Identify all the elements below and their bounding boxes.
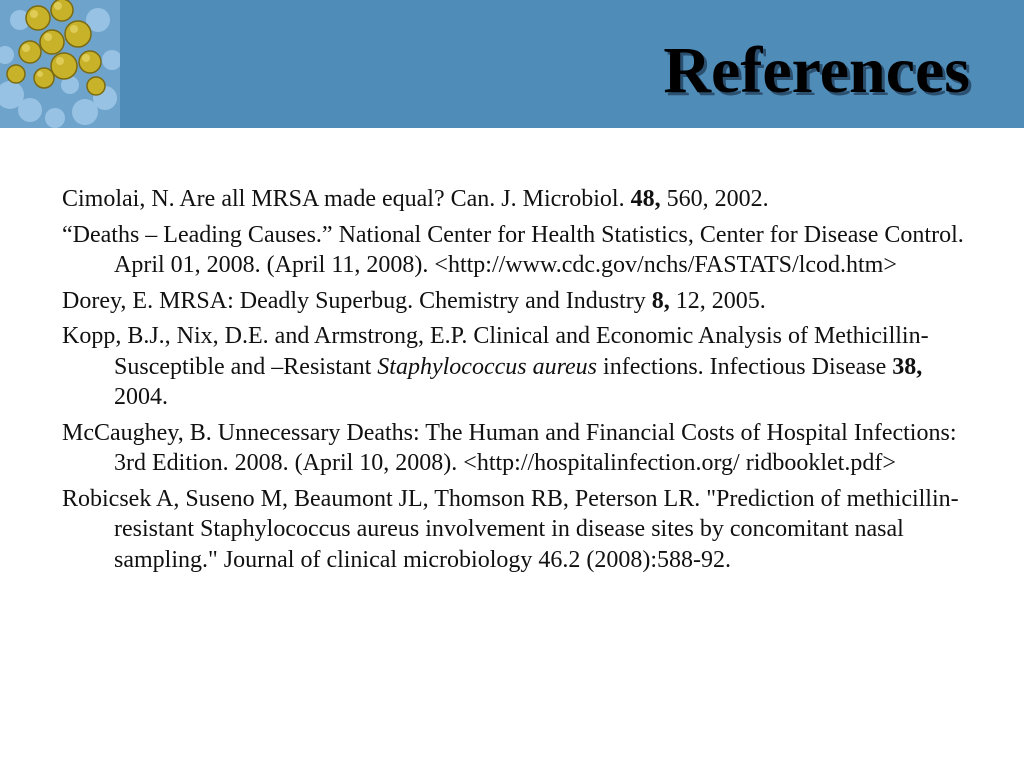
- header-bar: [0, 0, 1024, 128]
- bacteria-micrograph-image: [0, 0, 120, 128]
- reference-entry: [62, 220, 972, 281]
- reference-volume: 38,: [892, 353, 923, 380]
- reference-text: Robicsek A, Suseno M, Beaumont JL, Thomson RB, Peterson LR. "Prediction of methicillin-resistant Staphylococcus aureus involvement in disease sites by concomitant nasal sampling." Journal of clinical microbiology 46.2 (2008):588-92.: [62, 485, 959, 573]
- reference-text: McCaughey, B. Unnecessary Deaths: The Human and Financial Costs of Hospital Infections: 3rd Edition. 2008. (April 10, 2008). <http://hospitalinfection.org/ ridbooklet.pdf>: [62, 419, 957, 476]
- reference-entry: [62, 418, 972, 479]
- reference-entry: [62, 321, 972, 413]
- reference-entry: [62, 286, 972, 317]
- reference-volume: 48,: [630, 186, 661, 212]
- reference-volume: 8,: [651, 287, 670, 314]
- reference-species-name: Staphylococcus aureus: [377, 353, 598, 380]
- reference-text: “Deaths – Leading Causes.” National Center for Health Statistics, Center for Disease Control. April 01, 2008. (April 11, 2008). <http://www.cdc.gov/nchs/FASTATS/lcod.htm>: [62, 221, 964, 278]
- slide-title: References: [663, 34, 970, 107]
- reference-text: 2004.: [114, 384, 168, 410]
- reference-entry: [62, 484, 972, 576]
- reference-list: [62, 184, 972, 580]
- reference-text: Dorey, E. MRSA: Deadly Superbug. Chemistry and Industry: [62, 287, 652, 314]
- reference-text: Cimolai, N. Are all MRSA made equal? Can. J. Microbiol.: [62, 186, 631, 212]
- reference-text: infections. Infectious Disease: [597, 353, 893, 380]
- reference-text: 12, 2005.: [669, 287, 766, 314]
- reference-text: Kopp, B.J., Nix, D.E. and Armstrong, E.P. Clinical and Economic Analysis of Methicillin-Susceptible and –Resistant: [62, 323, 929, 380]
- reference-entry: [62, 184, 972, 215]
- reference-text: 560, 2002.: [660, 186, 769, 212]
